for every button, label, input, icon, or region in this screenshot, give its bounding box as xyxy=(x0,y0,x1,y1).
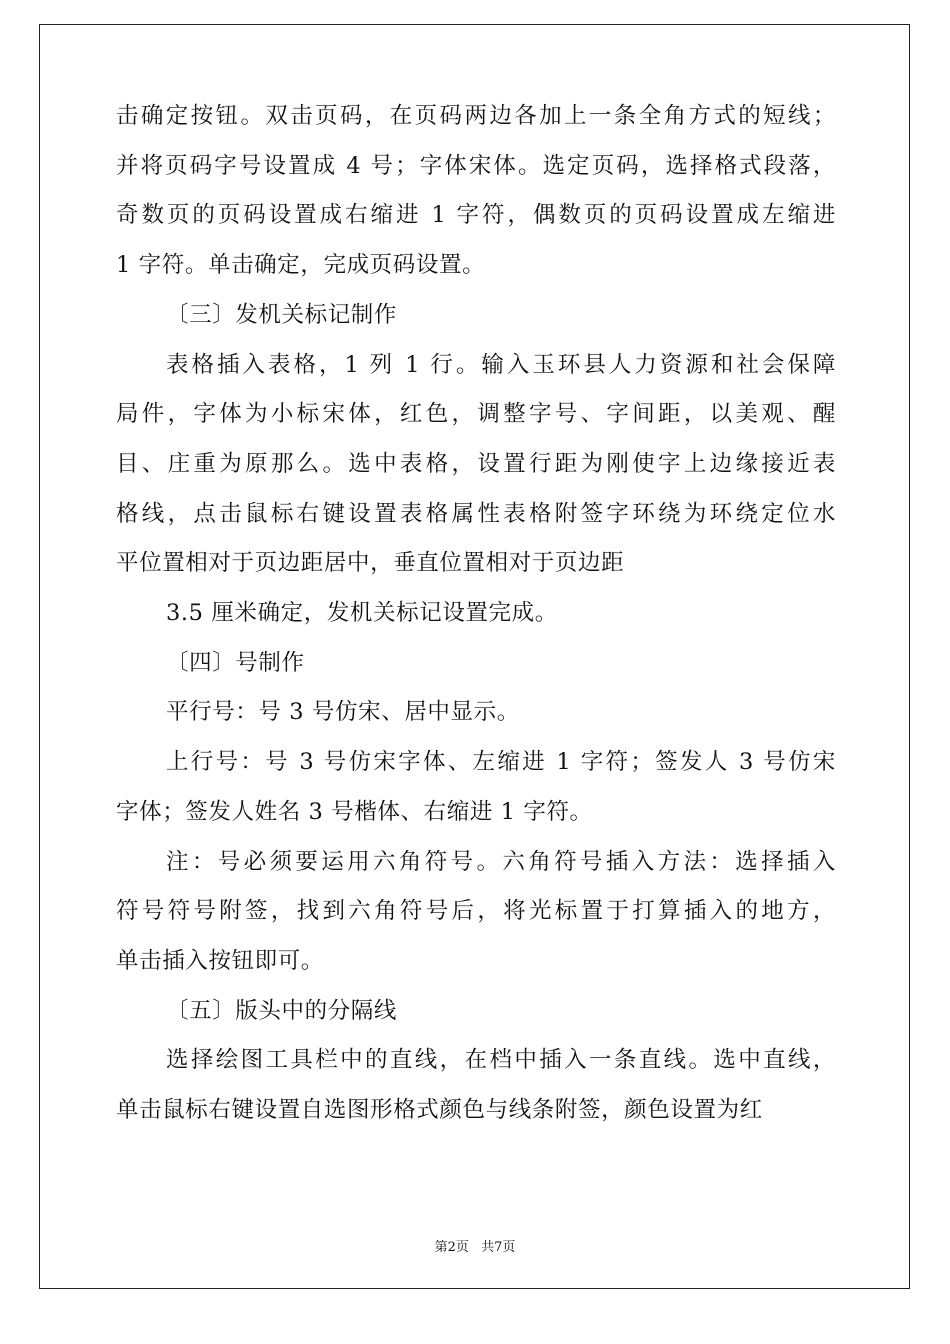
text-line: 1 字符。单击确定，完成页码设置。 xyxy=(116,252,486,279)
text-line: 平行号：号 3 号仿宋、居中显示。 xyxy=(166,699,520,726)
text-line: 选择绘图工具栏中的直线，在档中插入一条直线。选中直线， xyxy=(166,1047,836,1074)
paragraph xyxy=(116,987,836,1037)
total-pages: 共7页 xyxy=(481,1240,516,1255)
page-number: 第2页 xyxy=(434,1240,469,1255)
text-line: 单击鼠标右键设置自选图形格式颜色与线条附签，颜色设置为红 xyxy=(116,1097,763,1124)
text-line: 注：号必须要运用六角符号。六角符号插入方法：选择插入 xyxy=(166,848,836,875)
paragraph xyxy=(116,688,836,738)
text-line: 3.5 厘米确定，发机关标记设置完成。 xyxy=(166,600,558,627)
text-line: 击确定按钮。双击页码，在页码两边各加上一条全角方式的短线； xyxy=(116,103,836,129)
paragraph xyxy=(116,341,836,590)
text-line: 上行号：号 3 号仿宋字体、左缩进 1 字符；签发人 3 号仿宋 xyxy=(166,749,836,776)
text-line: 格线，点击鼠标右键设置表格属性表格附签字环绕为环绕定位水 xyxy=(116,500,836,527)
text-line: 〔五〕版头中的分隔线 xyxy=(166,997,398,1024)
text-line: 并将页码字号设置成 4 号；字体宋体。选定页码，选择格式段落， xyxy=(116,152,836,179)
paragraph xyxy=(116,92,836,291)
paragraph xyxy=(116,639,836,689)
paragraph xyxy=(116,291,836,341)
text-line: 〔三〕发机关标记制作 xyxy=(166,301,398,328)
page-footer xyxy=(0,1236,950,1255)
paragraph xyxy=(116,589,836,639)
text-line: 奇数页的页码设置成右缩进 1 字符，偶数页的页码设置成左缩进 xyxy=(116,202,836,229)
text-line: 单击插入按钮即可。 xyxy=(116,947,324,974)
text-line: 局件，字体为小标宋体，红色，调整字号、字间距，以美观、醒 xyxy=(116,401,836,428)
paragraph xyxy=(116,738,836,837)
text-line: 平位置相对于页边距居中，垂直位置相对于页边距 xyxy=(116,550,625,577)
paragraph xyxy=(116,838,836,987)
text-line: 表格插入表格，1 列 1 行。输入玉环县人力资源和社会保障 xyxy=(166,351,836,378)
document-body xyxy=(116,92,836,1136)
paragraph xyxy=(116,1036,836,1135)
text-line: 〔四〕号制作 xyxy=(166,649,305,676)
text-line: 字体；签发人姓名 3 号楷体、右缩进 1 字符。 xyxy=(116,798,593,825)
text-line: 目、庄重为原那么。选中表格，设置行距为刚使字上边缘接近表 xyxy=(116,450,836,477)
text-line: 符号符号附签，找到六角符号后，将光标置于打算插入的地方， xyxy=(116,898,836,925)
